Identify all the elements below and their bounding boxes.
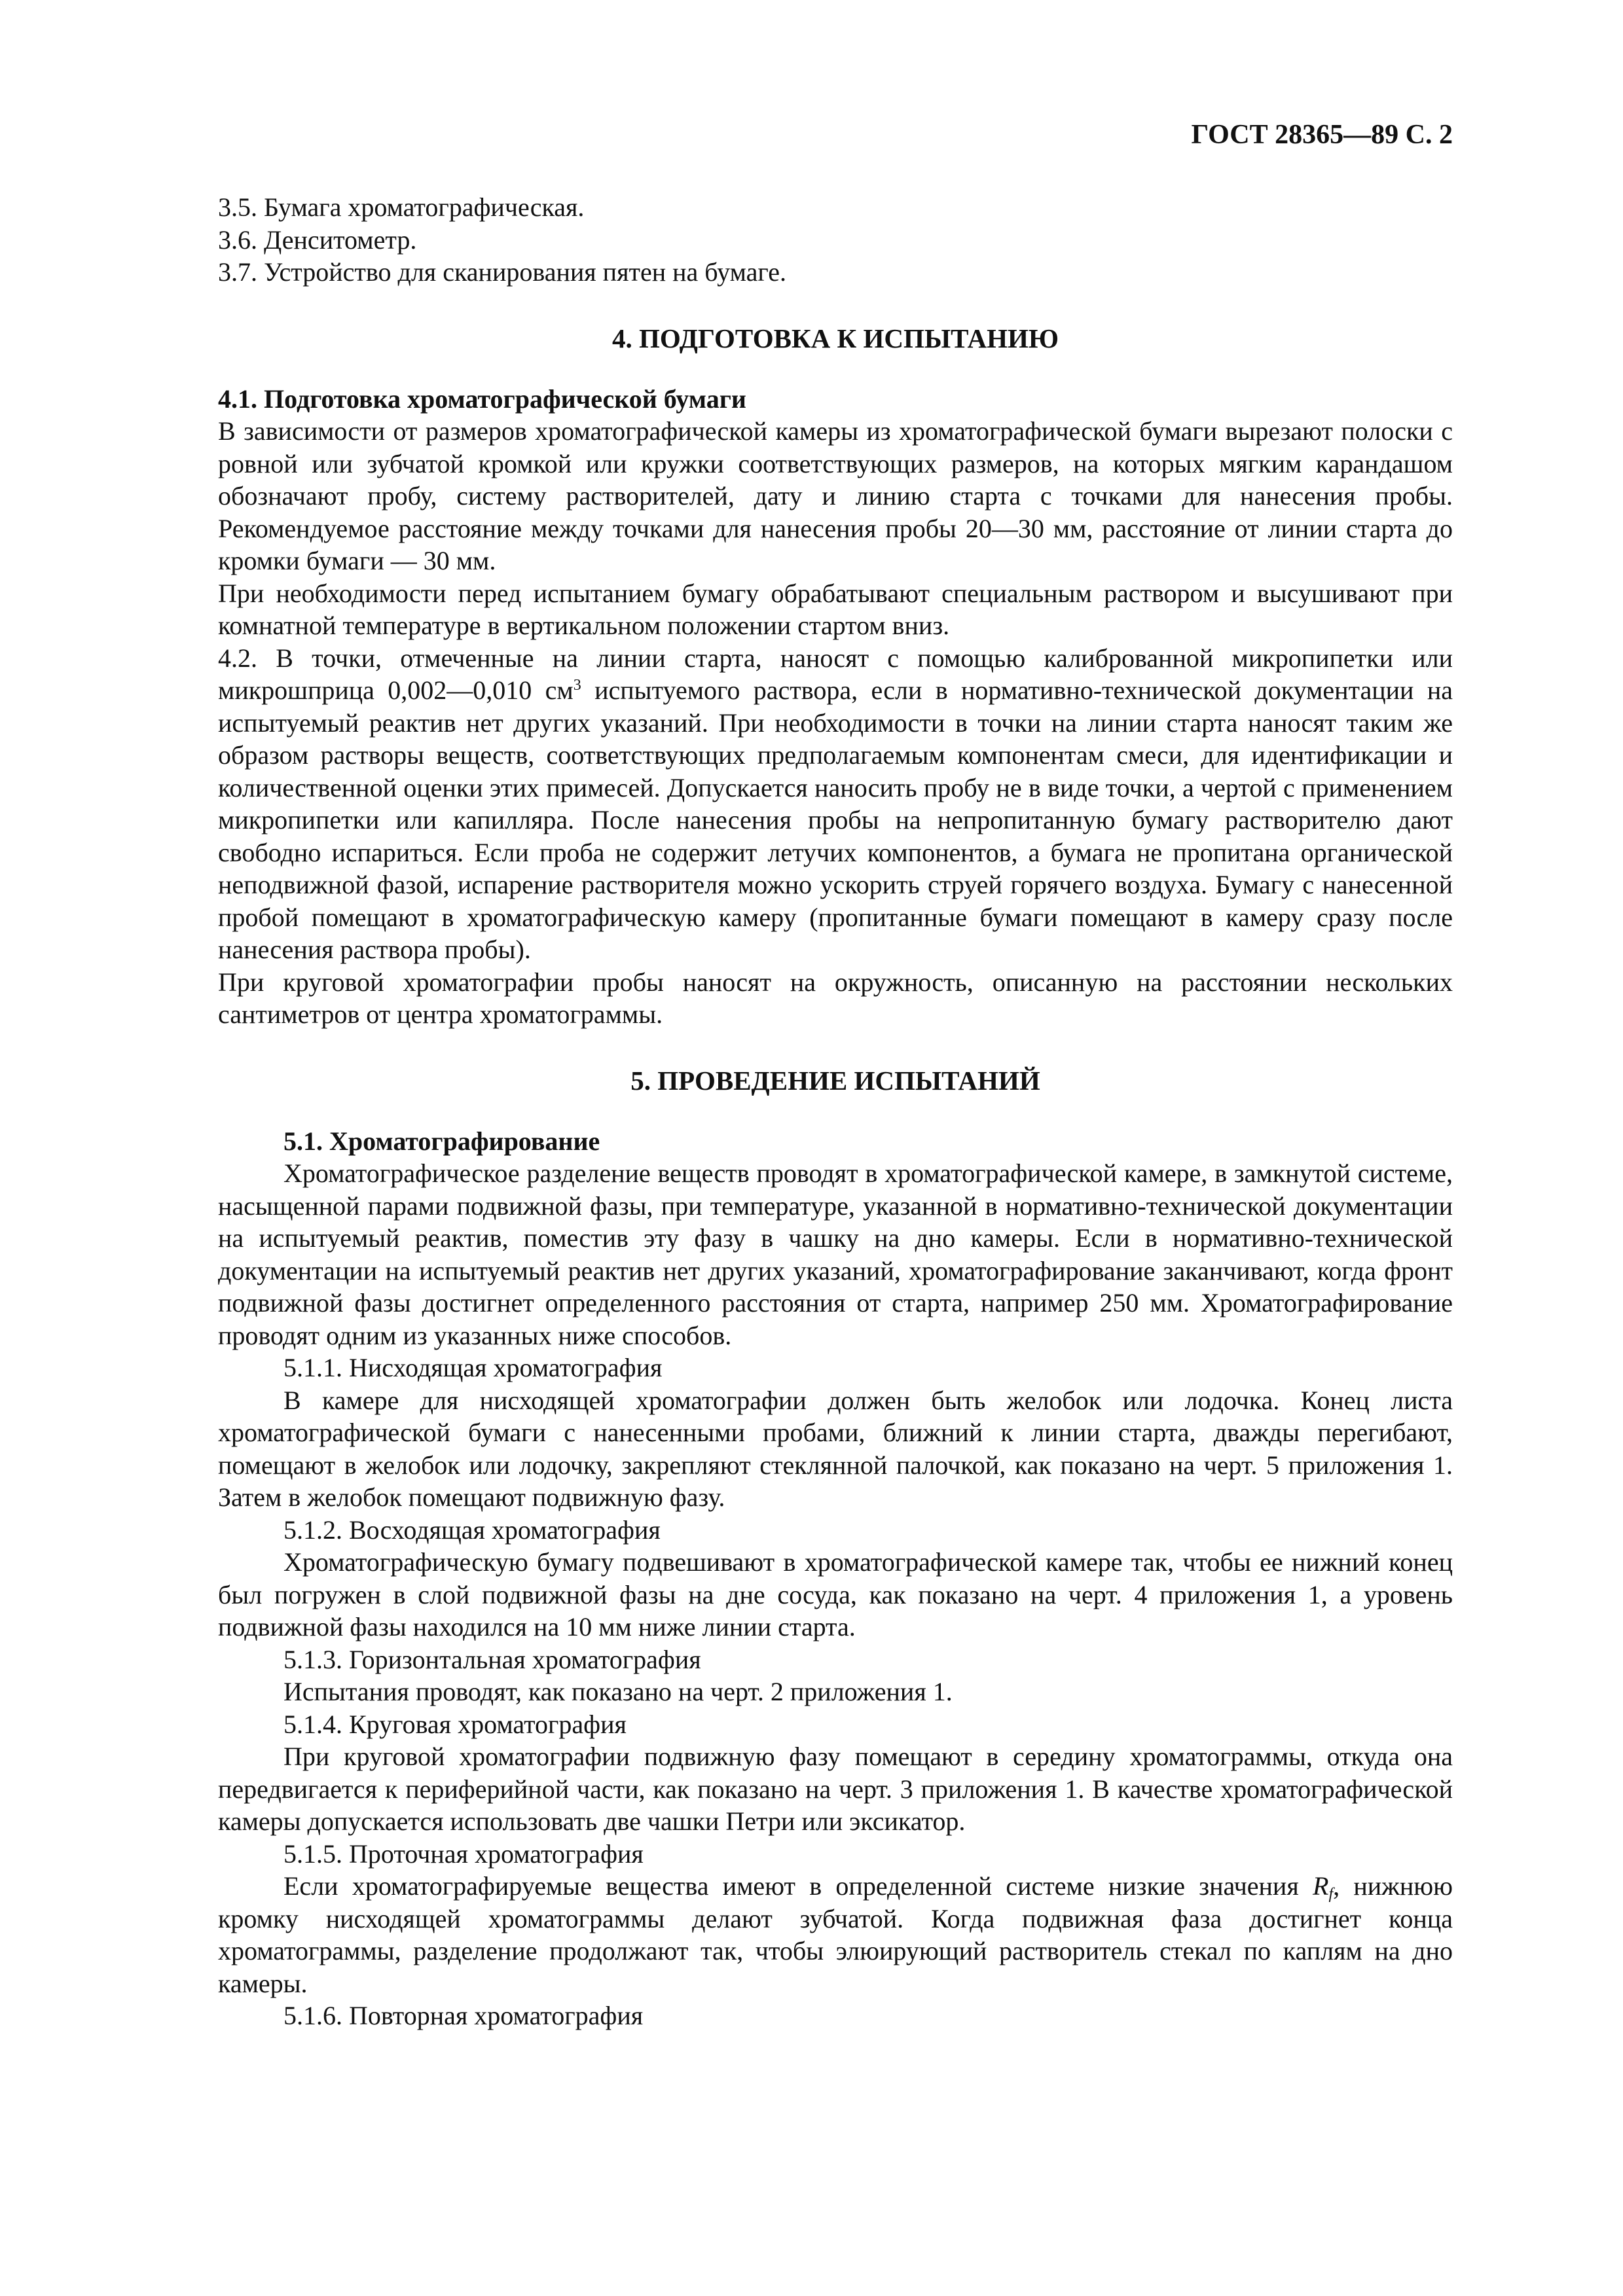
section-heading: 4. ПОДГОТОВКА К ИСПЫТАНИЮ [611,323,1059,353]
section-heading: 5. ПРОВЕДЕНИЕ ИСПЫТАНИЙ [630,1065,1040,1096]
document-page [218,118,1453,2032]
paragraph-text: Если хроматографируемые вещества имеют в определенной системе низкие значения [283,1871,1313,1901]
list-item: 3.5. Бумага хроматографическая. [218,192,585,222]
rf-letter: R [1313,1871,1329,1901]
paragraph: При необходимости перед испытанием бумагу обрабатывают специальным раствором и высушивают при комнатной температуре в вертикальном положении стартом вниз. [218,578,1453,640]
superscript: 3 [573,677,581,694]
paragraph: В зависимости от размеров хроматографической камеры из хроматографической бумаги вырезают полоски с ровной или зубчатой кромкой или кружки соответствующих размеров, на которых мягким карандашом обозначают пробу, систему растворителей, дату и линию старта с точками для нанесения пробы. Рекомендуемое расстояние между точками для нанесения пробы 20—30 мм, расстояние от линии старта до кромки бумаги — 30 мм. [218,416,1453,575]
subsection-title: 5.1.4. Круговая хроматография [283,1709,627,1739]
rf-symbol [1313,1871,1333,1901]
paragraph: Испытания проводят, как показано на черт. 2 приложения 1. [283,1677,953,1706]
paragraph: При круговой хроматографии пробы наносят на окружность, описанную на расстоянии нескольких сантиметров от центра хроматограммы. [218,967,1453,1029]
running-header: ГОСТ 28365—89 С. 2 [1191,120,1453,150]
paragraph-text: , нижнюю кромку нисходящей хроматограммы делают зубчатой. Когда подвижная фаза достигнет конца хроматограммы, разделение продолжают так, чтобы элюирующий растворитель стекал по каплям на дно камеры. [218,1871,1453,1998]
paragraph: При круговой хроматографии подвижную фазу помещают в середину хроматограммы, откуда она передвигается к периферийной части, как показано на черт. 3 приложения 1. В качестве хроматографической камеры допускается использовать две чашки Петри или эксикатор. [218,1742,1453,1836]
paragraph-text: 4.2. В точки, отмеченные на линии старта, наносят с помощью калиброванной микропипетки или микрошприца 0,002—0,010 см [218,643,1453,705]
equipment-list [218,191,1453,289]
paragraph: Хроматографическую бумагу подвешивают в хроматографической камере так, чтобы ее нижний конец был погружен в слой подвижной фазы на дне сосуда, как показано на черт. 4 приложения 1, а уровень подвижной фазы находился на 10 мм ниже линии старта. [218,1547,1453,1641]
subsection-title: 5.1.5. Проточная хроматография [283,1839,644,1869]
subsection-title: 5.1.3. Горизонтальная хроматография [283,1644,701,1674]
subsection-title: 5.1.2. Восходящая хроматография [283,1515,661,1545]
subsection-title: 5.1.6. Повторная хроматография [283,2001,644,2030]
paragraph-text: испытуемого раствора, если в нормативно-технической документации на испытуемый реактив нет других указаний. При необходимости в точки на линии старта наносят таким же образом растворы веществ, соответствующих предполагаемым компонентам смеси, для идентификации и количественной оценки этих примесей. Допускается наносить пробу не в виде точки, а чертой с применением микропипетки или капилляра. После нанесения пробы на непропитанную бумагу растворителю дают свободно испариться. Если проба не содержит летучих компонентов, а бумага не пропитана органической неподвижной фазой, испарение растворителя можно ускорить струей горячего воздуха. Бумагу с нанесенной пробой помещают в хроматографическую камеру (пропитанные бумаги помещают в камеру сразу после нанесения раствора пробы). [218,675,1453,964]
subsection-title: 5.1.1. Нисходящая хроматография [283,1353,663,1382]
list-item: 3.7. Устройство для сканирования пятен на бумаге. [218,257,787,287]
paragraph: Хроматографическое разделение веществ проводят в хроматографической камере, в замкнутой системе, насыщенной парами подвижной фазы, при температуре, указанной в нормативно-технической документации на испытуемый реактив, поместив эту фазу в чашку на дно камеры. Если в нормативно-технической документации на испытуемый реактив нет других указаний, хроматографирование заканчивают, когда фронт подвижной фазы достигнет определенного расстояния от старта, например 250 мм. Хроматографирование проводят одним из указанных ниже способов. [218,1158,1453,1350]
subsection-heading: 5.1. Хроматографирование [283,1126,600,1156]
paragraph [218,1870,1453,2000]
paragraph [218,642,1453,966]
paragraph: В камере для нисходящей хроматографии должен быть желобок или лодочка. Конец листа хроматографической бумаги с нанесенными пробами, ближний к линии старта, дважды перегибают, помещают в желобок или лодочку, закрепляют стеклянной палочкой, как показано на черт. 5 приложения 1. Затем в желобок помещают подвижную фазу. [218,1385,1453,1512]
rf-subscript: f [1328,1886,1334,1903]
list-item: 3.6. Денситометр. [218,224,417,255]
subsection-heading: 4.1. Подготовка хроматографической бумаги [218,384,746,414]
